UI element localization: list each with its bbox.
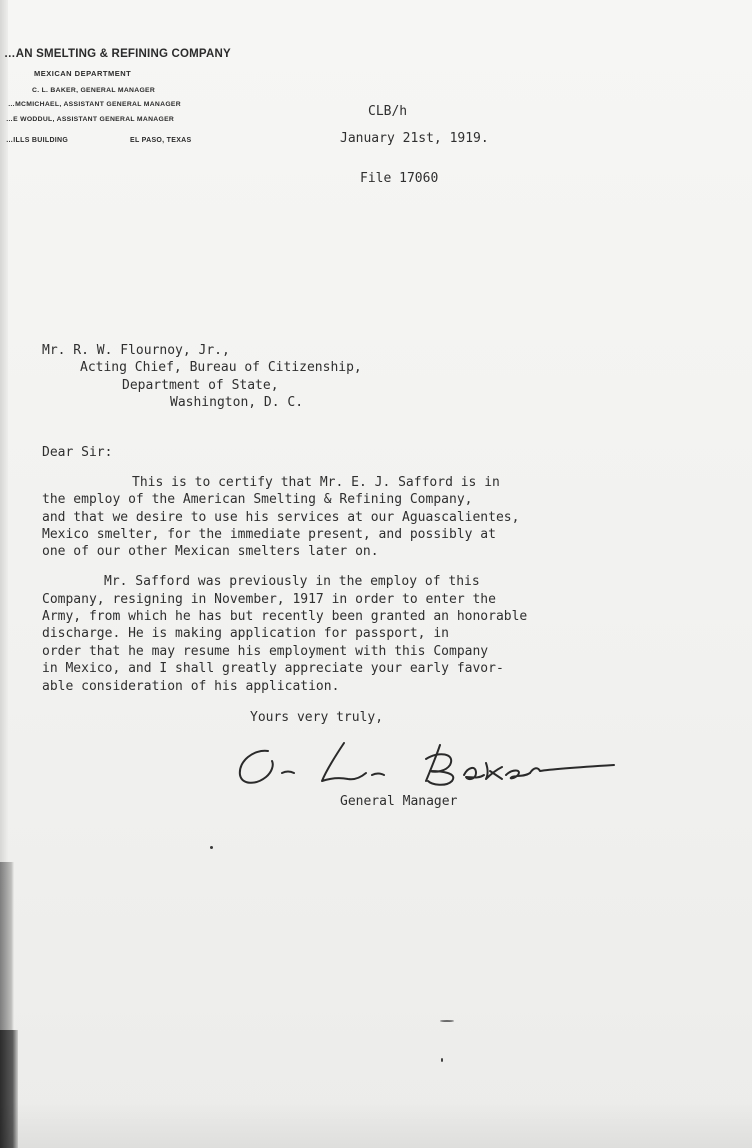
file-number: File 17060 [360, 171, 439, 186]
letterhead-department: MEXICAN DEPARTMENT [34, 69, 132, 78]
body-line: order that he may resume his employment with this Company [42, 644, 489, 659]
body-line: Mexico smelter, for the immediate present, and possibly at [42, 527, 496, 542]
ink-speck [210, 846, 213, 849]
letterhead-officer: …MCMICHAEL, ASSISTANT GENERAL MANAGER [8, 101, 181, 108]
letterhead-city: EL PASO, TEXAS [130, 137, 192, 144]
body-line: discharge. He is making application for passport, in [42, 626, 449, 641]
addressee-line: Mr. R. W. Flournoy, Jr., [42, 343, 230, 358]
letter-date: January 21st, 1919. [340, 131, 489, 146]
body-line: Army, from which he has but recently been granted an honorable [42, 609, 528, 624]
letterhead-officer: C. L. BAKER, GENERAL MANAGER [32, 87, 156, 94]
body-line: able consideration of his application. [42, 679, 340, 694]
body-line: and that we desire to use his services at our Aguascalientes, [42, 510, 520, 525]
body-line: one of our other Mexican smelters later on. [42, 544, 379, 559]
signatory-title: General Manager [340, 794, 458, 809]
addressee-line: Acting Chief, Bureau of Citizenship, [80, 360, 362, 375]
body-line: Mr. Safford was previously in the employ of this [104, 574, 480, 589]
ink-speck [441, 1058, 443, 1062]
body-line: Company, resigning in November, 1917 in order to enter the [42, 592, 496, 607]
handwritten-signature [232, 735, 617, 795]
body-line: in Mexico, and I shall greatly appreciate your early favor- [42, 661, 504, 676]
addressee-line: Department of State, [122, 378, 279, 393]
scan-edge-shadow [0, 862, 14, 1032]
letterhead-officer: …E WODDUL, ASSISTANT GENERAL MANAGER [6, 116, 175, 123]
addressee-line: Washington, D. C. [170, 395, 304, 410]
letterhead-building: …ILLS BUILDING [6, 137, 69, 144]
salutation: Dear Sir: [42, 445, 113, 460]
letterhead-company: …AN SMELTING & REFINING COMPANY [4, 48, 231, 60]
reference-initials: CLB/h [368, 104, 408, 119]
scan-bottom-shadow [0, 1100, 752, 1148]
ink-speck [440, 1020, 454, 1022]
closing: Yours very truly, [250, 710, 384, 725]
body-line: the employ of the American Smelting & Refining Company, [42, 492, 473, 507]
body-line: This is to certify that Mr. E. J. Safford is in [132, 475, 500, 490]
